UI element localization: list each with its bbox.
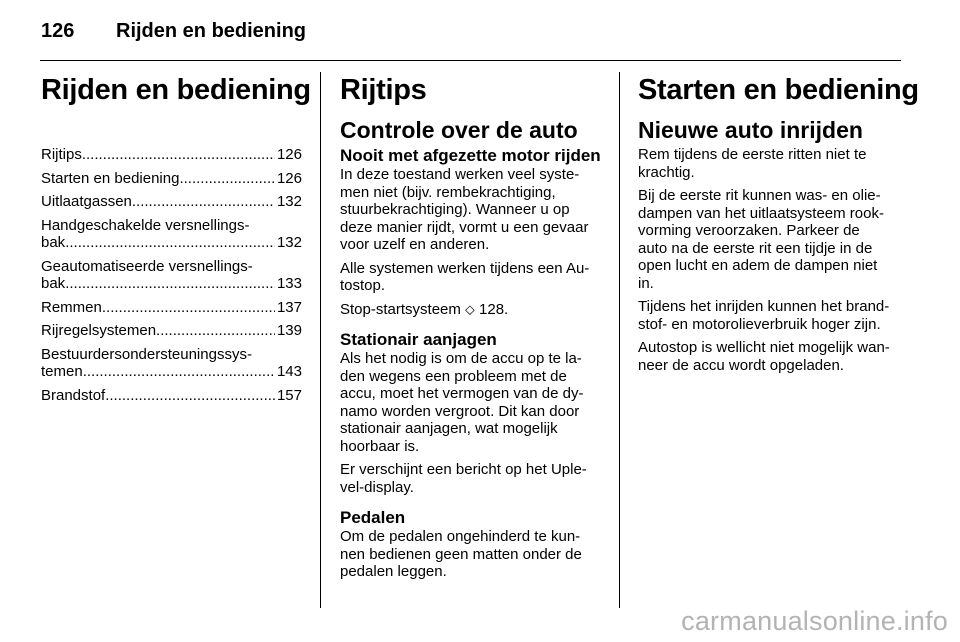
watermark: carmanualsonline.info [681,606,948,636]
toc-leader-dots [65,275,275,293]
toc-entry-label: Handgeschakelde versnellings- [41,216,250,234]
page-number: 126 [41,20,75,42]
toc-page-number: 137 [276,298,302,316]
toc-entry-line [41,146,302,164]
toc-entry-label: Brandstof [41,386,106,404]
body-paragraph: Autostop is wellicht niet mogelijk wan- neer de accu wordt opgeladen. [638,339,890,374]
page-reference-icon: ⬦ [465,300,475,317]
toc-entry[interactable] [41,322,302,340]
toc-page-number: 132 [276,234,302,251]
toc-leader-dots [132,193,275,211]
right-paragraphs [638,146,902,374]
middle-column [340,72,603,587]
toc-entry[interactable] [41,170,302,188]
toc-page-number: 126 [276,169,302,187]
header-rule [40,60,901,61]
subsection-heading: Pedalen [340,508,406,527]
toc-page-number: 157 [276,386,302,404]
toc-page-number: 133 [276,275,302,292]
body-paragraph: In deze toestand werken veel syste- men niet (bijv. rembekrachtiging, stuurbekrachtiging). Wanneer u op deze manier rijdt, vormt u een gevaar voor uzelf en anderen. [340,166,589,253]
body-paragraph: Rem tijdens de eerste ritten niet te krachtig. [638,146,867,181]
section-title: Rijtips [340,74,427,106]
toc-entry[interactable] [41,258,302,293]
toc-entry-line [41,234,302,252]
column-divider [320,72,321,608]
subsection-heading: Nooit met afgezette motor rijden [340,146,601,165]
body-paragraph: Er verschijnt een bericht op het Uple- vel-display. [340,461,587,496]
toc-entry-line [41,387,302,405]
toc-entry-label: bak [41,234,66,251]
body-paragraph: Tijdens het inrijden kunnen het brand- stof- en motorolieverbruik hoger zijn. [638,298,890,333]
body-paragraph: Als het nodig is om de accu op te la- den wegens een probleem met de accu, moet het vermogen van de dy- namo worden vergroot. Dit kan door stationair aanjagen, wat mogelijk hoorbaar is. [340,350,584,455]
toc-entry[interactable] [41,346,302,381]
section-subtitle: Nieuwe auto inrijden [638,117,863,143]
toc-entry-label: Rijtips [41,146,82,163]
toc-entry-label: Starten en bediening [41,169,180,187]
toc-entry-line [41,322,302,340]
toc-entry[interactable] [41,217,302,252]
body-paragraph: Bij de eerste rit kunnen was- en olie- dampen van het uitlaatsysteem rook- vorming veroorzaken. Parkeer de auto na de eerste rit een tijdje in de open lucht en adem de dampen niet in. [638,187,884,292]
toc-leader-dots [179,170,275,188]
table-of-contents [41,146,302,404]
cross-reference-page: 128. [479,300,509,318]
subsection-heading: Stationair aanjagen [340,330,497,349]
toc-entry-line [41,363,302,381]
toc-entry-line [41,275,302,293]
column-divider [619,72,620,608]
cross-reference-text: Stop-startsysteem [340,300,461,318]
toc-entry-label: Remmen [41,298,102,316]
toc-entry[interactable] [41,299,302,317]
toc-leader-dots [105,387,275,405]
toc-entry[interactable] [41,387,302,405]
toc-leader-dots [82,146,275,164]
chapter-title: Rijden en bediening [41,74,311,106]
toc-entry[interactable] [41,146,302,164]
toc-leader-dots [102,299,275,317]
body-paragraph: Om de pedalen ongehinderd te kun- nen bedienen geen matten onder de pedalen leggen. [340,528,582,580]
toc-page-number: 126 [276,146,302,163]
toc-page-number: 143 [276,363,302,380]
toc-entry-label: temen [41,363,83,380]
running-title: Rijden en bediening [116,20,307,42]
toc-entry-line [41,299,302,317]
section-subtitle: Controle over de auto [340,117,578,143]
section-title: Starten en bediening [638,74,919,106]
toc-page-number: 139 [276,322,302,339]
right-column [638,72,919,380]
toc-entry-label: Rijregelsystemen [41,322,157,339]
toc-leader-dots [156,322,275,340]
cross-reference[interactable] [340,301,603,319]
middle-sections [340,146,603,581]
toc-entry-label: Uitlaatgassen [41,193,132,210]
toc-entry-label: Geautomatiseerde versnellings- [41,257,253,275]
toc-entry[interactable] [41,193,302,211]
toc-page-number: 132 [276,193,302,210]
left-column [41,72,311,410]
toc-entry-label: bak [41,275,66,292]
toc-entry-label: Bestuurdersondersteuningssys- [41,345,252,363]
body-paragraph: Alle systemen werken tijdens een Au- tostop. [340,259,590,294]
toc-entry-line [41,193,302,211]
toc-leader-dots [83,363,275,381]
toc-entry-line [41,170,302,188]
toc-leader-dots [65,234,275,252]
